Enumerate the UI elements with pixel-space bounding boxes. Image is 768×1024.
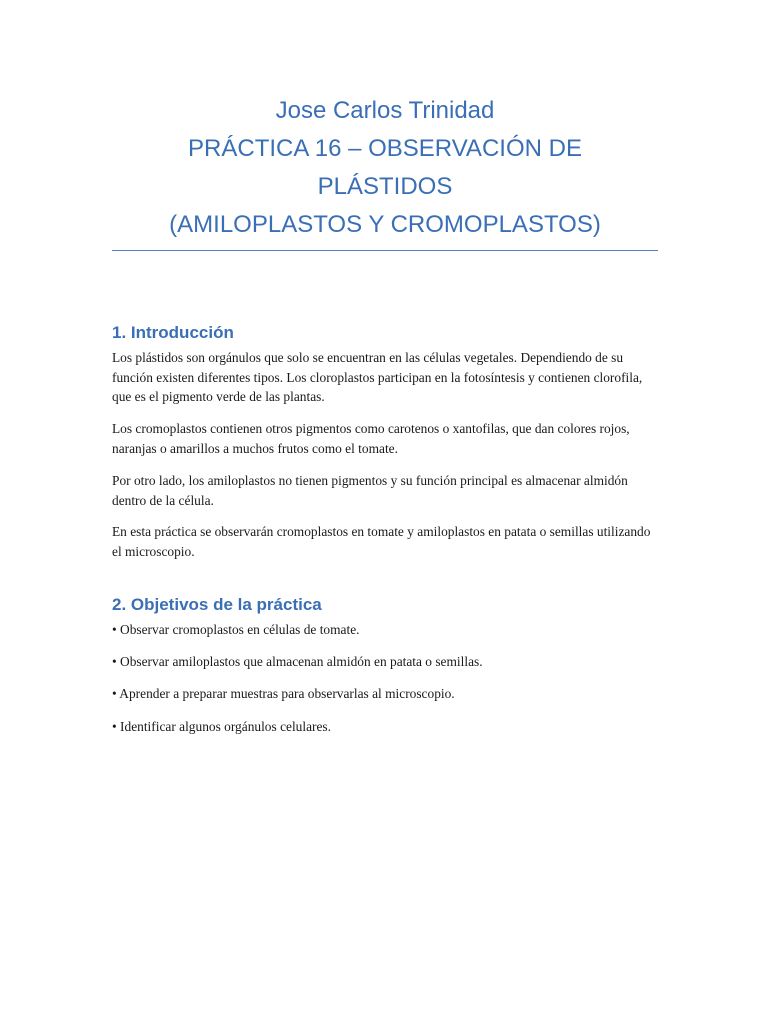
practice-subtitle: (AMILOPLASTOS Y CROMOPLASTOS) bbox=[169, 211, 601, 238]
intro-paragraph: Los plástidos son orgánulos que solo se encuentran en las células vegetales. Dependiendo de su función existen diferentes tipos. Los cloroplastos participan en la fotosíntesis y contienen clorofila, que es el pigmento verde de las plantas. bbox=[112, 350, 643, 404]
intro-heading: 1. Introducción bbox=[112, 323, 234, 342]
objectives-heading: 2. Objetivos de la práctica bbox=[112, 595, 322, 614]
intro-paragraph: Por otro lado, los amiloplastos no tienen pigmentos y su función principal es almacenar almidón dentro de la célula. bbox=[112, 473, 628, 508]
objective-item: • Aprender a preparar muestras para observarlas al microscopio. bbox=[112, 686, 455, 701]
intro-paragraph: En esta práctica se observarán cromoplastos en tomate y amiloplastos en patata o semillas utilizando el microscopio. bbox=[112, 524, 651, 559]
practice-title: PRÁCTICA 16 – OBSERVACIÓN DE bbox=[188, 135, 582, 162]
title-divider bbox=[112, 250, 658, 251]
objective-item: • Observar amiloplastos que almacenan almidón en patata o semillas. bbox=[112, 654, 483, 669]
author-name: Jose Carlos Trinidad bbox=[275, 97, 495, 124]
objective-item: • Observar cromoplastos en células de tomate. bbox=[112, 622, 360, 637]
intro-paragraph: Los cromoplastos contienen otros pigmentos como carotenos o xantofilas, que dan colores rojos, naranjas o amarillos a muchos frutos como el tomate. bbox=[112, 421, 630, 456]
objective-item: • Identificar algunos orgánulos celulares. bbox=[112, 719, 331, 734]
title-block bbox=[112, 92, 658, 244]
practice-title-continued: PLÁSTIDOS bbox=[317, 173, 453, 200]
